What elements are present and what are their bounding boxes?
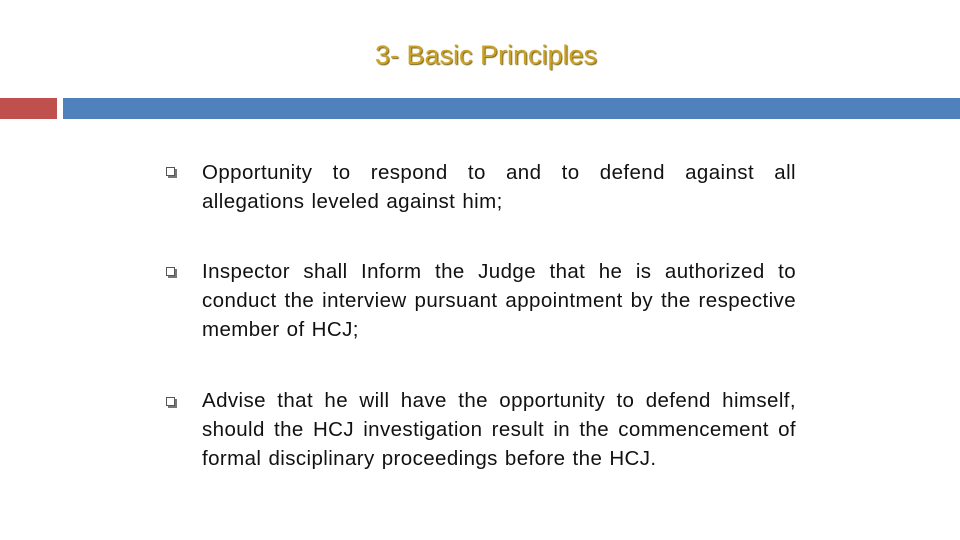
bullet-text: Inspector shall Inform the Judge that he is authorized to conduct the interview pursuant appointment by the respective member of HCJ;: [202, 260, 796, 341]
checkbox-square-icon: [166, 267, 175, 276]
bullet-text: Opportunity to respond to and to defend against all allegations leveled against him;: [202, 161, 796, 213]
checkbox-square-icon: [166, 397, 175, 406]
slide-title: 3- Basic Principles: [374, 40, 598, 70]
checkbox-square-icon: [166, 167, 175, 176]
bullet-text: Advise that he will have the opportunity to defend himself, should the HCJ investigation result in the commencement of formal disciplinary proceedings before the HCJ.: [202, 389, 796, 470]
